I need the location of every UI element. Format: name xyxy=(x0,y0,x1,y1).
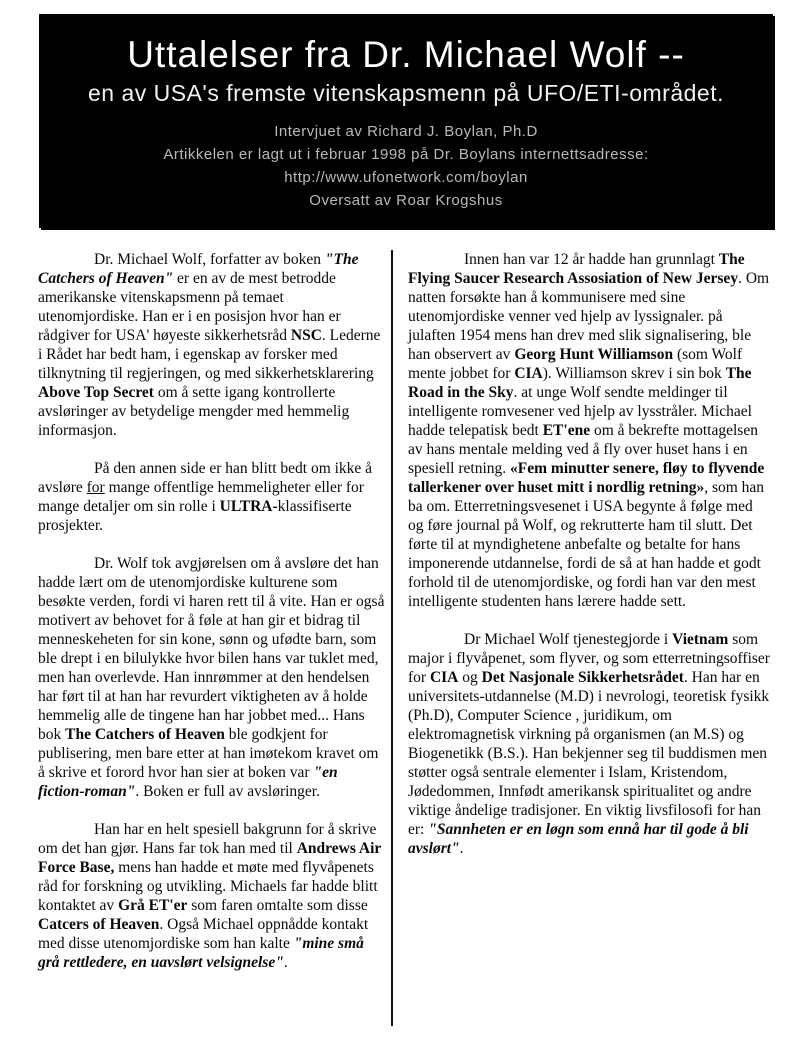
text-segment: og xyxy=(458,669,482,686)
text-segment: mange offentlige hemmeligheter eller for mange detaljer om sin rolle i xyxy=(38,479,364,515)
text-segment: The Catchers of Heaven xyxy=(65,726,225,743)
text-segment: som faren omtalte som disse xyxy=(187,897,368,914)
text-segment: Catcers of Heaven xyxy=(38,916,160,933)
text-segment: Dr. Wolf tok avgjørelsen om å avsløre det han hadde lært om de utenomjordiske kulturene som besøkte verden, fordi vi haren rett til å vite. Han er også motivert av behovet for å føle at han gir et bidrag til menneskeheten for sin kone, sønn og ufødte barn, som ble drept i en bilulykke hvor bilen hans var tuklet med, men han overlevde. Han innrømmer at den hendelsen har ført til at han har revurdert viktigheten av å holde hemmelig alle de tingene han har jobbet med... Hans bok xyxy=(38,555,385,743)
text-segment: . Om natten forsøkte han å kommunisere med sine utenomjordiske venner ved hjelp av lyssignaler. på julaften 1954 mens han drev med slik signalisering, ble han observert av xyxy=(408,270,770,363)
left-column xyxy=(38,250,385,1026)
text-segment: "mine små grå rettledere, en uavslørt velsignelse" xyxy=(38,935,364,971)
text-segment: "The Catchers of Heaven" xyxy=(38,251,359,287)
paragraph xyxy=(38,820,385,972)
text-segment: ). Williamson skrev i sin bok xyxy=(542,365,726,382)
article-url: http://www.ufonetwork.com/boylan xyxy=(284,169,528,186)
text-segment: Han har en helt spesiell bakgrunn for å skrive om det han gjør. Hans far tok han med til xyxy=(38,821,377,857)
right-column xyxy=(408,250,772,1026)
paragraph xyxy=(408,250,772,611)
credit-line-translator: Oversatt av Roar Krogshus xyxy=(309,192,503,209)
text-segment: , som han ba om. Etterretningsvesenet i USA begynte å følge med og føre journal på Wolf, og rekrutterte ham til slutt. Det førte til at myndighetene anbefalte og betalte for hans imponerende utdannelse, fordi de så at han hadde et godt forhold til de utenomjordiske, og fordi han var den mest intelligente studenten hans lærere hadde sett. xyxy=(408,479,765,610)
text-segment: Above Top Secret xyxy=(38,384,154,401)
text-segment: Dr. Michael Wolf, forfatter av boken xyxy=(94,251,325,268)
credit-line-interviewer: Intervjuet av Richard J. Boylan, Ph.D xyxy=(274,123,538,140)
text-segment: Det Nasjonale Sikkerhetsrådet xyxy=(481,669,684,686)
text-segment: (som Wolf mente jobbet for xyxy=(408,346,743,382)
text-segment: . at unge Wolf sendte meldinger til intelligente romvesener ved hjelp av lysstråler. Michael hadde telepatisk bedt xyxy=(408,384,752,439)
paragraph xyxy=(408,630,772,858)
article-subtitle: en av USA's fremste vitenskapsmenn på UFO/ETI-området. xyxy=(87,80,724,106)
text-segment: mens han hadde et møte med flyvåpenets råd for forskning og utvikling. Michaels far hadde blitt kontaktet av xyxy=(38,859,378,914)
text-segment: "en fiction-roman" xyxy=(38,764,338,800)
text-segment: Grå ET'er xyxy=(118,897,188,914)
text-segment: . Boken er full av avsløringer. xyxy=(135,783,320,800)
credits-block xyxy=(39,120,773,212)
text-segment: CIA xyxy=(514,365,543,382)
text-segment: . Han har en universitets-utdannelse (M.D) i nevrologi, teoretisk fysikk (Ph.D), Computer Science , juridikum, om elektromagnetisk virkning på organismen (an M.S) og Biogenetikk (B.S.). Han bekjenner seg til buddismen men støtter også sentrale elementer i Islam, Kristendom, Jødedommen, Innfødt amerikansk spiritualitet og andre viktige åndelige tradisjoner. En viktig livsfilosofi for han er: xyxy=(408,669,770,838)
text-segment: NSC xyxy=(290,327,322,344)
article-body xyxy=(38,250,772,1026)
text-segment: . Også Michael oppnådde kontakt med disse utenomjordiske som han kalte xyxy=(38,916,369,952)
text-segment: Georg Hunt Williamson xyxy=(514,346,674,363)
paragraph xyxy=(38,459,385,535)
text-segment: «Fem minutter senere, fløy to flyvende tallerkener over huset mitt i nordlig retning» xyxy=(408,460,765,496)
text-segment: Vietnam xyxy=(672,631,729,648)
column-divider xyxy=(391,250,393,1026)
text-segment: ble godkjent for publisering, men bare etter at han imøtekom kravet om å skrive et forord hvor han sier at boken var xyxy=(38,726,379,781)
text-segment: The Flying Saucer Research Assosiation of New Jersey xyxy=(408,251,745,287)
paragraph xyxy=(38,250,385,440)
text-segment: "Sannheten er en løgn som ennå har til gode å bli avslørt" xyxy=(408,821,749,857)
text-segment: Innen han var 12 år hadde han grunnlagt xyxy=(464,251,719,268)
text-segment: Andrews Air Force Base, xyxy=(38,840,381,876)
text-segment: ET'ene xyxy=(542,422,591,439)
text-segment: om å bekrefte mottagelsen av hans mentale melding ved å fly over huset hans i en spesiell retning. xyxy=(408,422,758,477)
text-segment: . xyxy=(459,840,464,857)
header-banner xyxy=(39,14,773,228)
text-segment: The Road in the Sky xyxy=(408,365,752,401)
article-title: Uttalelser fra Dr. Michael Wolf -- xyxy=(127,34,685,75)
text-segment: . Lederne i Rådet har bedt ham, i egenskap av forsker med tilknytning til regjeringen, og med sikkerhetsklarering xyxy=(38,327,381,382)
text-segment: som major i flyvåpenet, som flyver, og som etterretningsoffiser for xyxy=(408,631,770,686)
paragraph xyxy=(38,554,385,801)
credit-line-publication: Artikkelen er lagt ut i februar 1998 på Dr. Boylans internettsadresse: xyxy=(163,146,649,163)
text-segment: Dr Michael Wolf tjenestegjorde i xyxy=(464,631,673,648)
text-segment: klassifiserte prosjekter. xyxy=(38,498,352,534)
text-segment: er en av de mest betrodde amerikanske vitenskapsmenn på temaet utenomjordiske. Han er i en posisjon hvor han er rådgiver for USA' høyeste sikkerhetsråd xyxy=(38,270,341,344)
text-segment: CIA xyxy=(429,669,459,686)
text-segment: for xyxy=(86,479,105,496)
text-segment: om å sette igang kontrollerte avsløringer av betydelige mengder med hemmelig informasjon. xyxy=(38,384,350,439)
text-segment: . xyxy=(283,954,288,971)
text-segment: På den annen side er han blitt bedt om ikke å avsløre xyxy=(38,460,373,496)
text-segment: ULTRA- xyxy=(219,498,278,515)
